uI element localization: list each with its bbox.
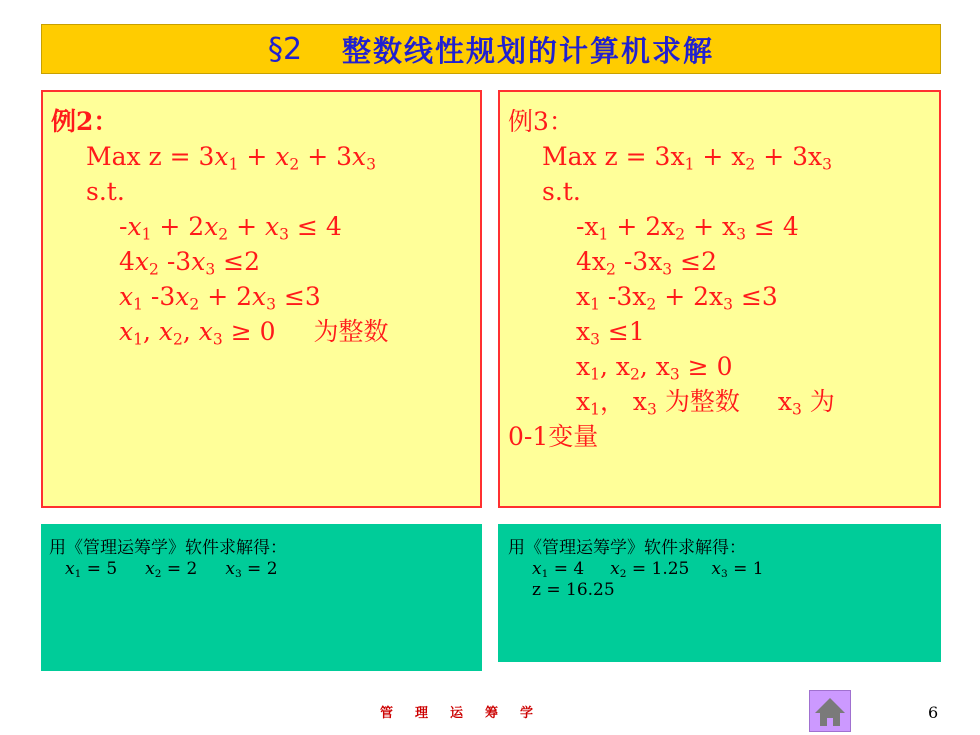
example-2-constraint-1: $-x_1 + 2x_2 + x_3 \le 4$ <box>119 212 342 244</box>
example-3-panel <box>498 90 941 508</box>
example-3-constraint-4: $x_3 \le 1$ <box>576 317 645 349</box>
example-2-panel <box>41 90 482 508</box>
example-3-constraint-2: $4x_2$ $-3x_3 \le 2$ <box>576 247 717 279</box>
footer-course-title: 管理运筹学 <box>380 706 556 721</box>
page-number: 6 <box>928 703 939 722</box>
example-2-constraint-2: $4x_2$ $-3x_3 \le 2$ <box>119 247 260 279</box>
slide-title: 整数线性规划的计算机求解 <box>342 33 715 68</box>
example-3-constraint-3: $x_1$ $-3x_2 + 2x_3 \le 3$ <box>576 282 778 314</box>
example-3-solution: $x_1 = 4$ $x_2 = 1.25$ $x_3 = 1$ <box>532 559 764 581</box>
example-3-st: s.t. <box>542 177 581 206</box>
example-2-result-box <box>41 524 482 671</box>
example-3-constraint-5: $x_1$, $x_2$, $x_3 \ge 0$ <box>576 352 733 384</box>
home-button[interactable] <box>809 690 851 732</box>
result-label: 用《管理运筹学》软件求解得： <box>508 538 746 558</box>
slide-title-bar <box>41 24 941 74</box>
example-3-objective: Max $z = 3x_1 + x_2 + 3x_3$ <box>542 142 833 174</box>
example-2-constraint-3: $x_1$ $-3x_2 + 2x_3 \le 3$ <box>119 282 321 314</box>
example-3-heading: 例3： <box>508 107 574 136</box>
section-number: §2 <box>267 31 303 67</box>
example-3-constraint-7: 0-1变量 <box>508 422 599 451</box>
example-2-st: s.t. <box>86 177 125 206</box>
example-3-constraint-1: $-x_1 + 2x_2 + x_3 \le 4$ <box>576 212 799 244</box>
example-3-objective-value: z = 16.25 <box>532 580 615 600</box>
example-2-heading: 例2： <box>51 107 119 136</box>
result-label: 用《管理运筹学》软件求解得： <box>49 538 287 558</box>
example-3-result-box <box>498 524 941 662</box>
example-2-solution: $x_1 = 5$ $x_2 = 2$ $x_3 = 2$ <box>65 559 278 581</box>
home-icon <box>810 691 850 731</box>
example-2-constraint-4: $x_1$, $x_2$, $x_3 \ge 0$ 为整数 <box>119 317 389 349</box>
example-3-constraint-6: $x_1$， $x_3$ 为整数 $x_3$ 为 <box>576 387 835 419</box>
example-2-objective: Max $z = 3x_1 + x_2 + 3x_3$ <box>86 142 377 174</box>
